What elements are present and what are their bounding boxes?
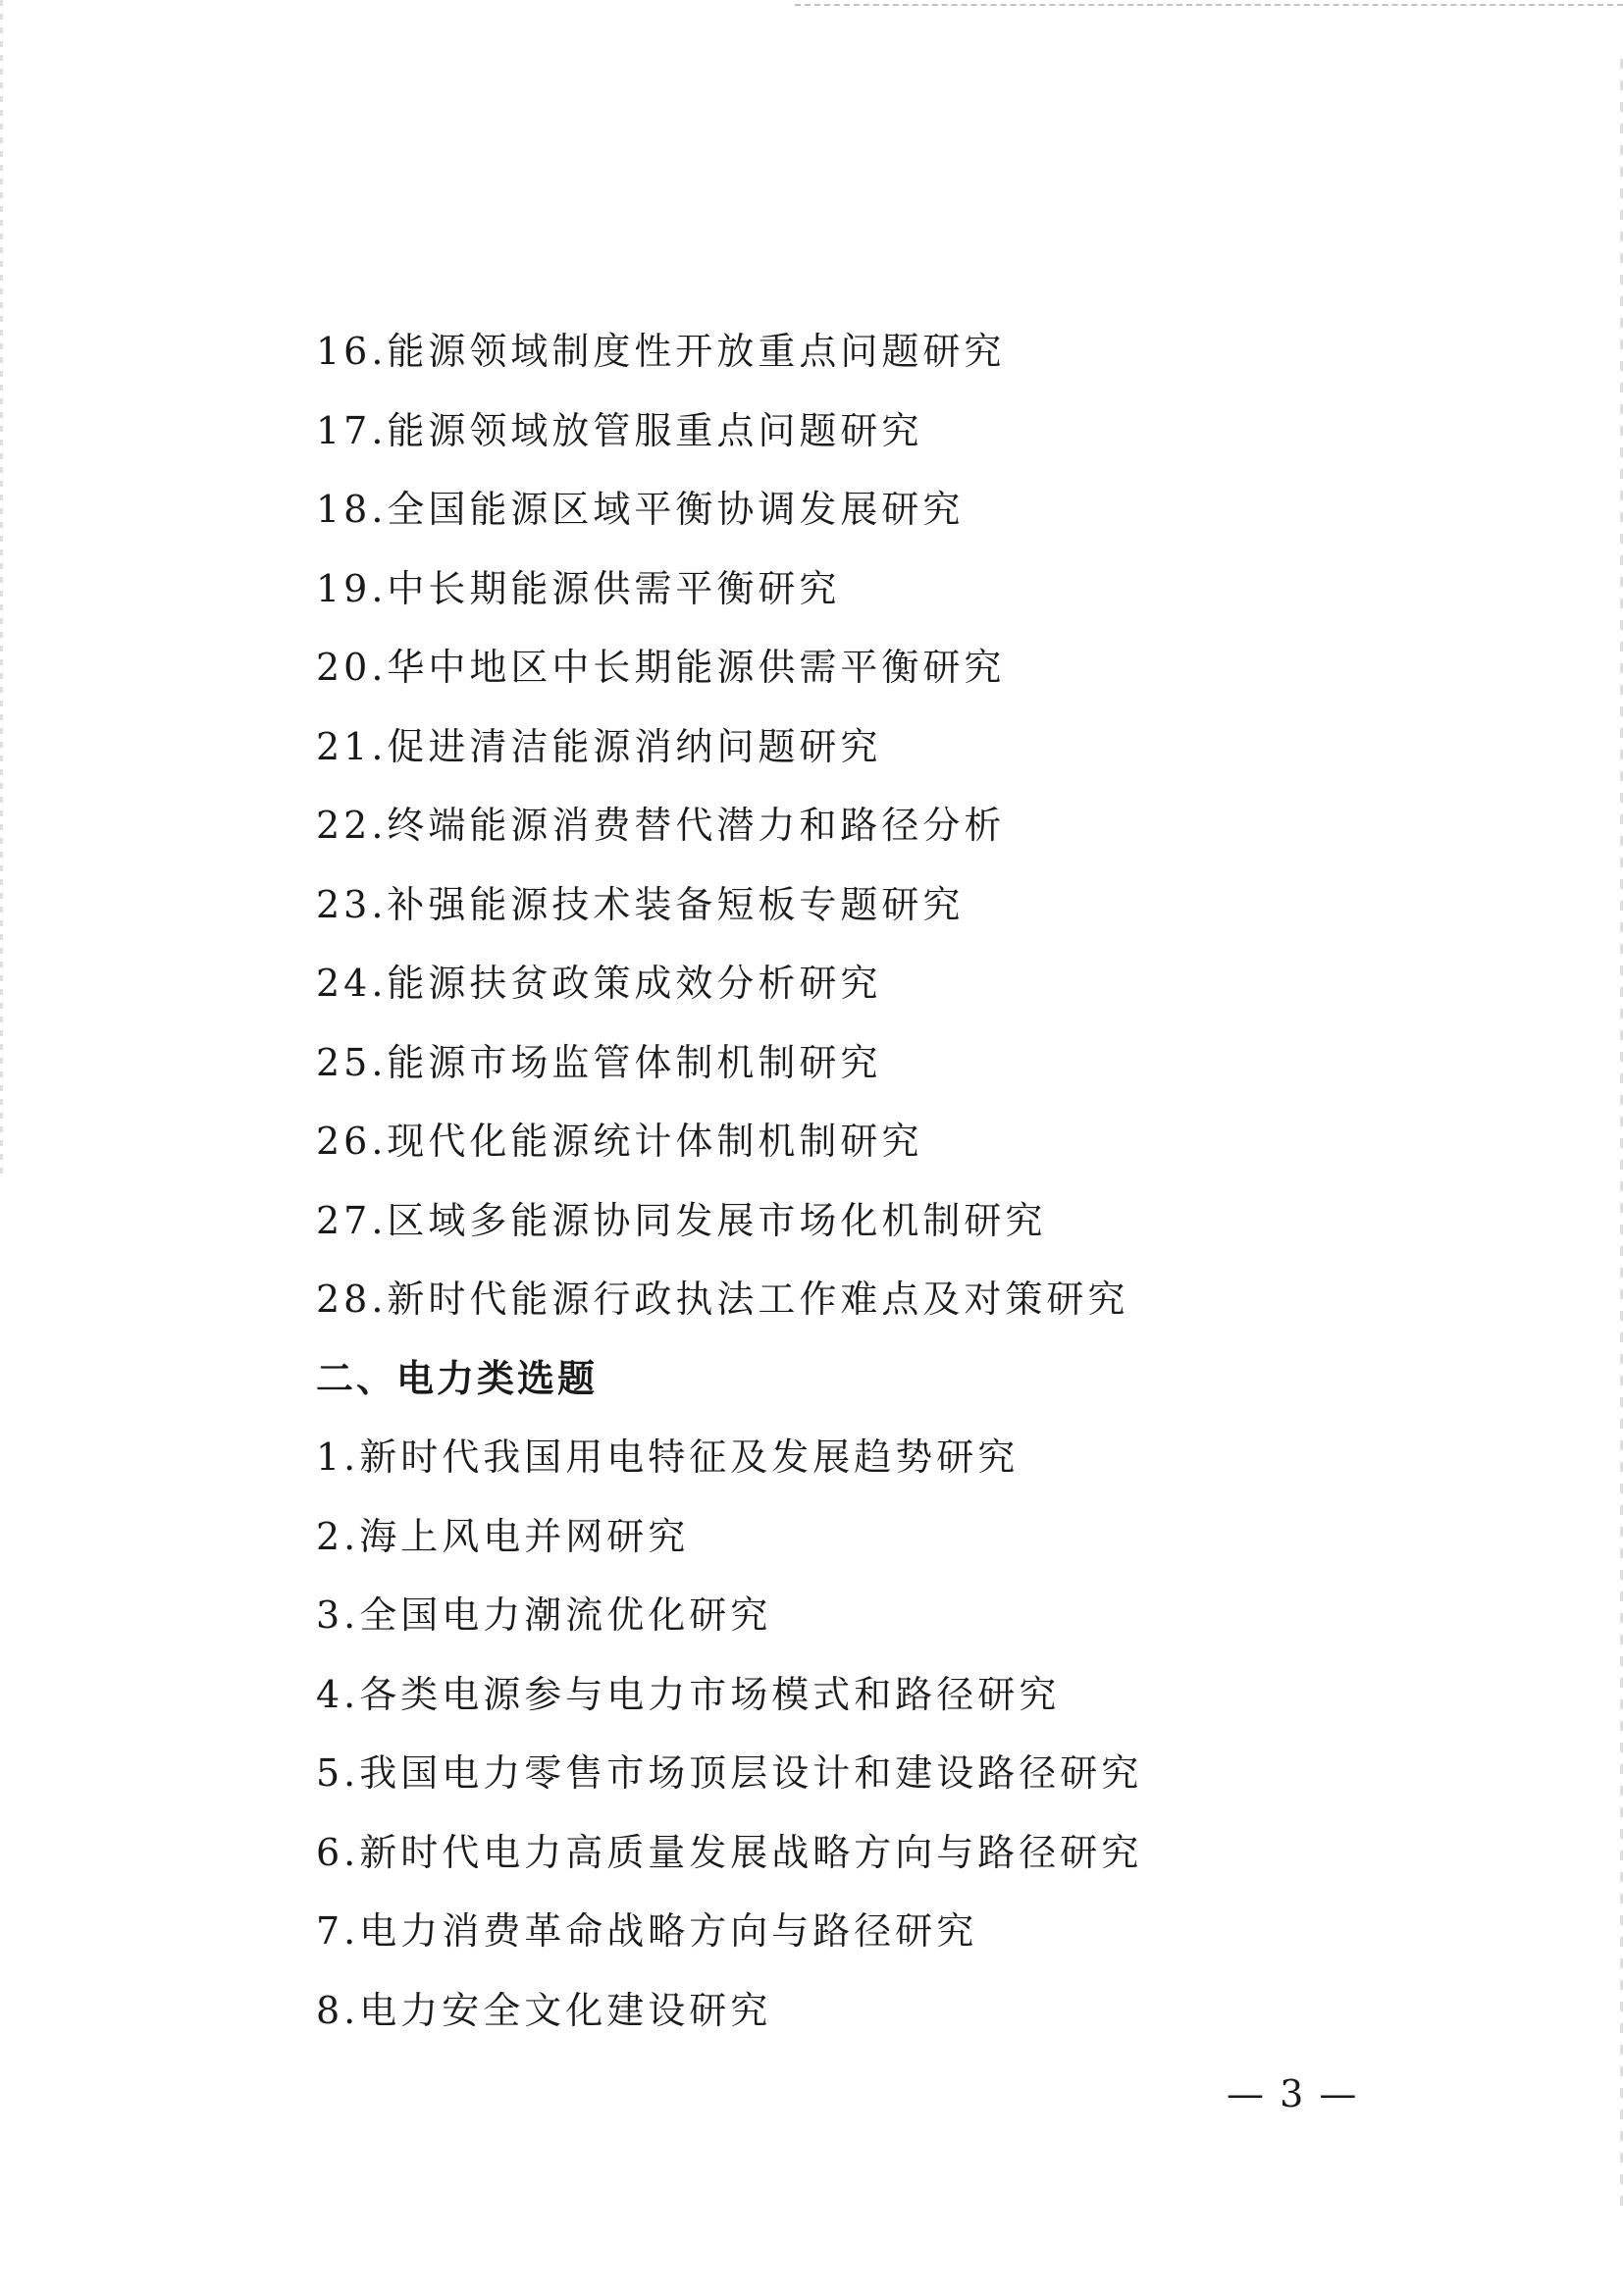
scan-artifact-left (0, 0, 3, 1177)
list-item: 5.我国电力零售市场顶层设计和建设路径研究 (316, 1751, 1143, 1795)
scan-artifact-top (795, 4, 1623, 6)
list-item: 6.新时代电力高质量发展战略方向与路径研究 (316, 1830, 1143, 1874)
list-item: 4.各类电源参与电力市场模式和路径研究 (316, 1672, 1061, 1716)
list-item: 23.补强能源技术装备短板专题研究 (316, 882, 965, 926)
list-item: 16.能源领域制度性开放重点问题研究 (316, 330, 1006, 373)
list-item: 25.能源市场监管体制机制研究 (316, 1040, 882, 1084)
list-item: 18.全国能源区域平衡协调发展研究 (316, 488, 965, 531)
list-item: 21.促进清洁能源消纳问题研究 (316, 724, 882, 768)
list-item: 8.电力安全文化建设研究 (316, 1988, 772, 2032)
list-item: 28.新时代能源行政执法工作难点及对策研究 (316, 1278, 1129, 1321)
section-heading: 二、电力类选题 (316, 1356, 599, 1400)
list-item: 2.海上风电并网研究 (316, 1514, 690, 1558)
list-item: 24.能源扶贫政策成效分析研究 (316, 962, 882, 1005)
list-item: 22.终端能源消费替代潜力和路径分析 (316, 804, 1006, 847)
list-item: 3.全国电力潮流优化研究 (316, 1593, 772, 1637)
page-number: — 3 — (1227, 2072, 1359, 2115)
list-item: 7.电力消费革命战略方向与路径研究 (316, 1909, 978, 1953)
topic-list (316, 312, 1493, 2050)
list-item: 27.区域多能源协同发展市场化机制研究 (316, 1198, 1047, 1242)
list-item: 20.华中地区中长期能源供需平衡研究 (316, 646, 1006, 689)
list-item: 19.中长期能源供需平衡研究 (316, 566, 841, 610)
list-item: 1.新时代我国用电特征及发展趋势研究 (316, 1435, 1020, 1479)
list-item: 26.现代化能源统计体制机制研究 (316, 1120, 923, 1163)
list-item: 17.能源领域放管服重点问题研究 (316, 408, 923, 452)
